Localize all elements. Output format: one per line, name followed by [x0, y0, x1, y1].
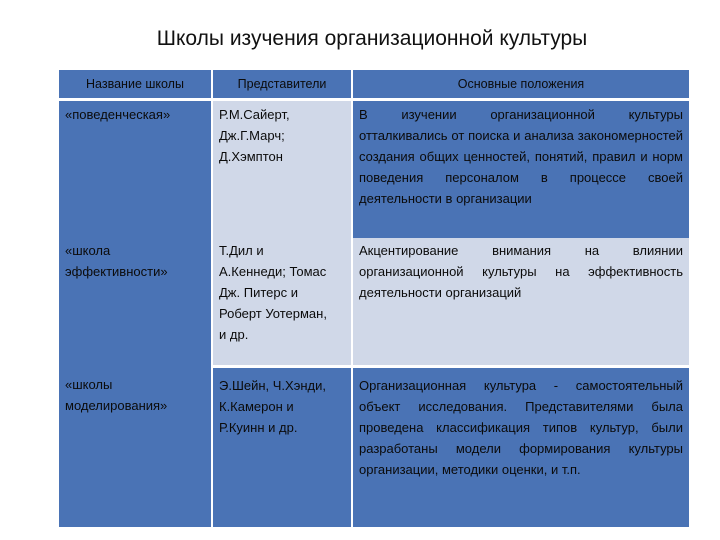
representative-line: Дж.Г.Марч;: [219, 128, 285, 143]
schools-table: [59, 70, 689, 527]
positions-cell: В изучении организационной культуры отталкивались от поиска и анализа закономерностей создания общих ценностей, понятий, правил и норм поведения персоналом в процессе своей деятельности в организации: [352, 100, 689, 239]
header-representatives: Представители: [212, 70, 352, 100]
representative-line: Р.М.Сайерт,: [219, 107, 290, 122]
representatives-cell: [212, 238, 352, 367]
representatives-cell: [212, 100, 352, 239]
representative-line: Э.Шейн, Ч.Хэнди,: [219, 378, 326, 393]
representative-line: и др.: [219, 327, 249, 342]
representative-line: Д.Хэмптон: [219, 149, 283, 164]
representative-line: Т.Дил и: [219, 243, 264, 258]
table-row: [59, 367, 689, 528]
school-name-cell: [59, 100, 212, 239]
table-header-row: [59, 70, 689, 100]
table-row: [59, 238, 689, 367]
positions-cell: Организационная культура - самостоятельный объект исследования. Представителями была проведена классификация типов культур, были разработаны модели формирования культуры организации, методики оценки, и т.п.: [352, 367, 689, 528]
representative-line: А.Кеннеди; Томас: [219, 264, 327, 279]
representative-line: Роберт Уотерман,: [219, 306, 327, 321]
representative-line: К.Камерон и: [219, 399, 294, 414]
representatives-cell: [212, 367, 352, 528]
school-name-line: моделирования»: [65, 397, 168, 413]
page-title: Школы изучения организационной культуры: [156, 27, 588, 50]
school-name-cell: [59, 238, 212, 367]
representative-line: Р.Куинн и др.: [219, 420, 298, 435]
table-row: [59, 100, 689, 239]
school-name-line: «школы: [65, 376, 113, 392]
header-school-name: Название школы: [59, 70, 212, 100]
positions-cell: Акцентирование внимания на влиянии организационной культуры на эффективность деятельности организаций: [352, 238, 689, 367]
school-name-line: «поведенческая»: [65, 107, 171, 122]
school-name-line: «школа: [65, 243, 111, 258]
school-name-line: эффективности»: [65, 264, 168, 279]
school-name-cell: [59, 367, 212, 528]
representative-line: Дж. Питерс и: [219, 285, 298, 300]
header-main-positions: Основные положения: [352, 70, 689, 100]
